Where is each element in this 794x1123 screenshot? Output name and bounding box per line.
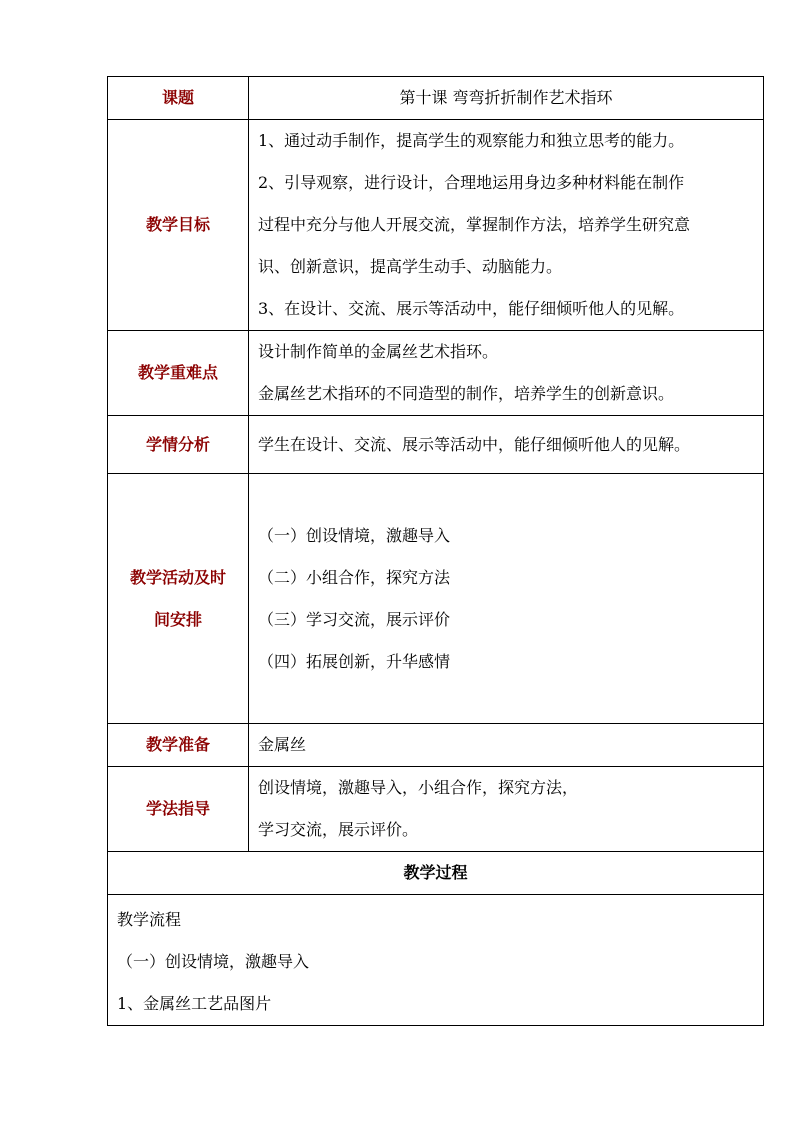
preparation-label: 教学准备	[108, 724, 249, 767]
method-line: 学习交流，展示评价。	[258, 820, 419, 839]
preparation-row	[108, 724, 764, 767]
goals-label: 教学目标	[108, 120, 249, 331]
process-row	[108, 895, 764, 1026]
goal-line: 1、通过动手制作，提高学生的观察能力和独立思考的能力。	[258, 131, 685, 150]
preparation-content	[249, 724, 764, 767]
analysis-label: 学情分析	[108, 416, 249, 474]
process-content	[108, 895, 764, 1026]
process-heading-row	[108, 852, 764, 895]
goal-line: 2、引导观察，进行设计，合理地运用身边多种材料能在制作	[258, 173, 685, 192]
preparation-text: 金属丝	[258, 735, 307, 754]
activity-item: （三）学习交流，展示评价	[258, 609, 451, 629]
goal-line: 3、在设计、交流、展示等活动中，能仔细倾听他人的见解。	[258, 299, 685, 318]
goals-row	[108, 120, 764, 331]
lesson-plan-table	[107, 76, 764, 1026]
activities-label-line: 教学活动及时	[129, 567, 226, 587]
analysis-content	[249, 416, 764, 474]
method-line: 创设情境，激趣导入，小组合作，探究方法，	[258, 778, 579, 797]
analysis-text: 学生在设计、交流、展示等活动中，能仔细倾听他人的见解。	[258, 434, 691, 454]
activity-item: （二）小组合作，探究方法	[258, 567, 451, 587]
process-line: （一）创设情境，激趣导入	[117, 952, 310, 971]
topic-label: 课题	[108, 77, 249, 120]
method-content	[249, 767, 764, 852]
activity-item: （一）创设情境，激趣导入	[258, 525, 451, 545]
process-heading: 教学过程	[108, 852, 764, 895]
activity-item: （四）拓展创新，升华感情	[258, 651, 451, 671]
topic-row	[108, 77, 764, 120]
key-point-line: 金属丝艺术指环的不同造型的制作，培养学生的创新意识。	[258, 384, 675, 403]
key-points-row	[108, 331, 764, 416]
process-line: 教学流程	[117, 910, 182, 929]
goals-content	[249, 120, 764, 331]
activities-row	[108, 474, 764, 724]
topic-value: 第十课 弯弯折折制作艺术指环	[249, 77, 764, 120]
method-row	[108, 767, 764, 852]
method-label: 学法指导	[108, 767, 249, 852]
key-points-content	[249, 331, 764, 416]
goal-line: 过程中充分与他人开展交流，掌握制作方法，培养学生研究意	[258, 215, 691, 234]
activities-label	[108, 474, 249, 724]
activities-content	[249, 474, 764, 724]
activities-label-line: 间安排	[153, 609, 202, 629]
key-points-label: 教学重难点	[108, 331, 249, 416]
process-line: 1、金属丝工艺品图片	[117, 994, 272, 1013]
goal-line: 识、创新意识，提高学生动手、动脑能力。	[258, 257, 563, 276]
analysis-row	[108, 416, 764, 474]
key-point-line: 设计制作简单的金属丝艺术指环。	[258, 342, 499, 361]
